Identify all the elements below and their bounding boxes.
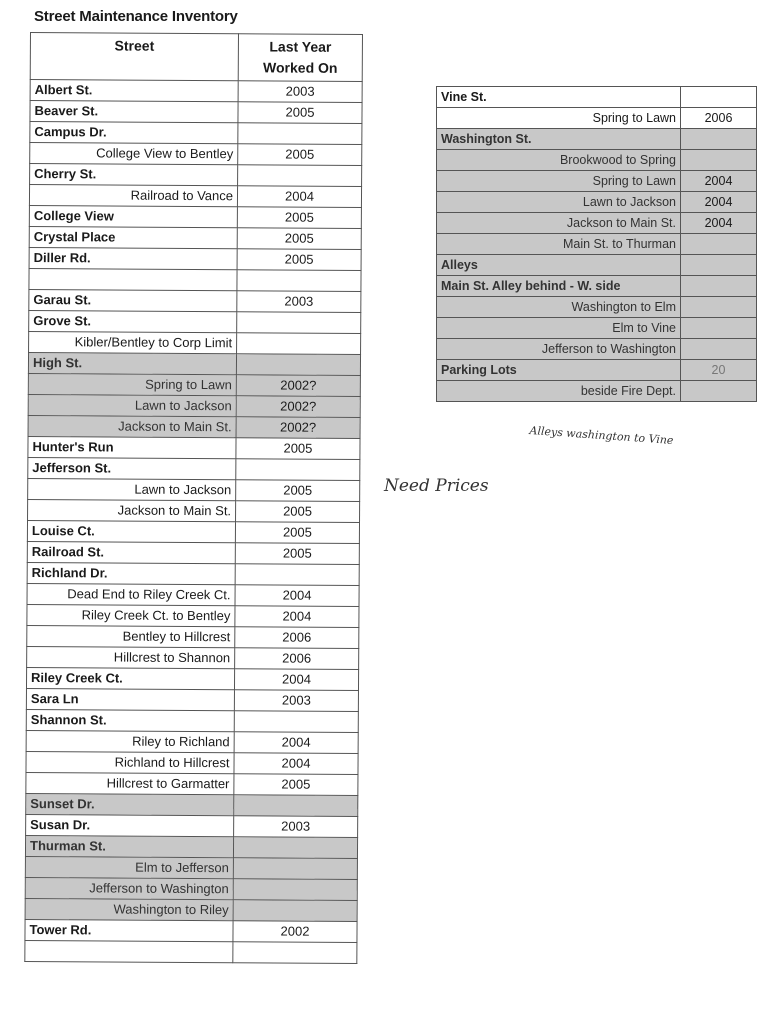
street-segment-cell: Jefferson to Washington xyxy=(437,339,681,360)
street-segment-cell: Brookwood to Spring xyxy=(437,150,681,171)
year-cell: 2005 xyxy=(237,207,361,229)
page-title: Street Maintenance Inventory xyxy=(34,8,238,25)
street-name-cell: Richland Dr. xyxy=(27,562,235,584)
year-cell: 2005 xyxy=(236,438,360,460)
street-segment-cell: Hillcrest to Garmatter xyxy=(26,772,234,794)
year-cell xyxy=(681,234,757,255)
table-row xyxy=(28,394,360,417)
street-segment-cell: Elm to Jefferson xyxy=(25,856,233,878)
street-segment-cell: Riley to Richland xyxy=(26,730,234,752)
year-cell: 2002 xyxy=(233,921,357,943)
year-cell: 2005 xyxy=(235,543,359,565)
street-name-cell: Main St. Alley behind - W. side xyxy=(437,276,681,297)
street-name-cell: Diller Rd. xyxy=(29,247,237,269)
street-name-cell: Hunter's Run xyxy=(28,436,236,458)
street-segment-cell: Kibler/Bentley to Corp Limit xyxy=(29,331,237,353)
street-name-cell: Campus Dr. xyxy=(30,122,238,144)
street-name-cell: Susan Dr. xyxy=(26,814,234,836)
table-row xyxy=(437,318,757,339)
table-row xyxy=(29,185,361,208)
street-name-cell: Cherry St. xyxy=(30,164,238,186)
year-column-header: Last Year Worked On xyxy=(238,34,362,82)
table-row xyxy=(26,814,358,837)
street-name-cell: College View xyxy=(29,205,237,227)
street-segment-cell: Richland to Hillcrest xyxy=(26,751,234,773)
street-segment-cell: Jackson to Main St. xyxy=(28,415,236,437)
year-cell: 2003 xyxy=(234,690,358,712)
year-cell xyxy=(237,333,361,355)
year-cell: 20 xyxy=(681,360,757,381)
table-row xyxy=(26,772,358,795)
table-row xyxy=(29,205,361,228)
table-row xyxy=(26,751,358,774)
table-row xyxy=(30,143,362,166)
table-row xyxy=(28,436,360,459)
table-row xyxy=(29,310,361,333)
year-cell: 2005 xyxy=(238,102,362,124)
year-cell: 2002? xyxy=(236,375,360,397)
table-row xyxy=(25,877,357,900)
year-cell xyxy=(233,837,357,859)
table-row xyxy=(25,856,357,879)
handwritten-note-prices: Need Prices xyxy=(384,476,489,496)
empty-cell xyxy=(25,940,233,962)
street-segment-cell: Lawn to Jackson xyxy=(437,192,681,213)
street-segment-cell: Jackson to Main St. xyxy=(437,213,681,234)
street-name-cell: Tower Rd. xyxy=(25,919,233,941)
street-name-cell: Washington St. xyxy=(437,129,681,150)
street-segment-cell: Washington to Elm xyxy=(437,297,681,318)
street-segment-cell: Spring to Lawn xyxy=(437,108,681,129)
table-row xyxy=(25,898,357,921)
main-inventory-table xyxy=(24,32,363,964)
street-name-cell: Crystal Place xyxy=(29,226,237,248)
street-segment-cell: Jefferson to Washington xyxy=(25,877,233,899)
table-row xyxy=(27,520,359,543)
table-row xyxy=(27,625,359,648)
table-row xyxy=(437,192,757,213)
year-cell xyxy=(681,381,757,402)
table-row xyxy=(28,415,360,438)
empty-cell xyxy=(29,268,237,290)
year-cell xyxy=(233,858,357,880)
street-name-cell: Riley Creek Ct. xyxy=(26,667,234,689)
table-row xyxy=(29,289,361,312)
table-row xyxy=(437,297,757,318)
street-name-cell: Vine St. xyxy=(437,87,681,108)
table-row xyxy=(27,604,359,627)
year-cell: 2004 xyxy=(681,213,757,234)
street-name-cell: Thurman St. xyxy=(25,835,233,857)
table-row xyxy=(437,276,757,297)
year-cell: 2005 xyxy=(236,501,360,523)
street-segment-cell: Jackson to Main St. xyxy=(28,499,236,521)
year-cell xyxy=(234,795,358,817)
street-name-cell: Alleys xyxy=(437,255,681,276)
table-row xyxy=(26,730,358,753)
table-row xyxy=(29,268,361,291)
street-segment-cell: Riley Creek Ct. to Bentley xyxy=(27,604,235,626)
street-segment-cell: Dead End to Riley Creek Ct. xyxy=(27,583,235,605)
year-cell xyxy=(233,942,357,964)
year-cell xyxy=(235,564,359,586)
year-cell xyxy=(237,312,361,334)
table-row xyxy=(26,709,358,732)
table-row xyxy=(437,108,757,129)
year-cell: 2005 xyxy=(234,774,358,796)
street-segment-cell: Lawn to Jackson xyxy=(28,394,236,416)
year-cell: 2005 xyxy=(238,144,362,166)
street-segment-cell: Hillcrest to Shannon xyxy=(27,646,235,668)
year-cell xyxy=(238,123,362,145)
year-cell: 2003 xyxy=(234,816,358,838)
street-name-cell: Albert St. xyxy=(30,80,238,102)
year-cell: 2005 xyxy=(235,522,359,544)
year-cell xyxy=(233,900,357,922)
year-cell xyxy=(236,459,360,481)
street-segment-cell: Bentley to Hillcrest xyxy=(27,625,235,647)
street-segment-cell: Main St. to Thurman xyxy=(437,234,681,255)
year-cell: 2006 xyxy=(681,108,757,129)
table-row xyxy=(437,339,757,360)
street-segment-cell: Spring to Lawn xyxy=(28,373,236,395)
table-row xyxy=(437,360,757,381)
street-name-cell: High St. xyxy=(28,352,236,374)
street-segment-cell: Washington to Riley xyxy=(25,898,233,920)
street-segment-cell: beside Fire Dept. xyxy=(437,381,681,402)
year-cell xyxy=(238,165,362,187)
year-cell: 2004 xyxy=(234,669,358,691)
street-segment-cell: Railroad to Vance xyxy=(29,185,237,207)
street-name-cell: Garau St. xyxy=(29,289,237,311)
street-name-cell: Grove St. xyxy=(29,310,237,332)
year-cell xyxy=(681,297,757,318)
year-cell: 2004 xyxy=(681,192,757,213)
year-cell: 2002? xyxy=(236,396,360,418)
table-row xyxy=(437,381,757,402)
main-table-body xyxy=(25,80,362,964)
year-cell xyxy=(681,255,757,276)
street-name-cell: Railroad St. xyxy=(27,541,235,563)
table-row xyxy=(27,562,359,585)
year-cell: 2004 xyxy=(237,186,361,208)
year-cell: 2003 xyxy=(238,81,362,103)
table-row xyxy=(30,101,362,124)
table-row xyxy=(30,122,362,145)
year-cell xyxy=(681,87,757,108)
table-row xyxy=(437,171,757,192)
table-row xyxy=(28,478,360,501)
table-row xyxy=(29,247,361,270)
table-row xyxy=(26,667,358,690)
street-name-cell: Louise Ct. xyxy=(27,520,235,542)
table-row xyxy=(437,213,757,234)
year-cell xyxy=(681,318,757,339)
year-cell xyxy=(681,276,757,297)
table-row xyxy=(437,129,757,150)
year-cell xyxy=(681,150,757,171)
street-segment-cell: Lawn to Jackson xyxy=(28,478,236,500)
table-row xyxy=(29,331,361,354)
street-segment-cell: Elm to Vine xyxy=(437,318,681,339)
year-cell xyxy=(681,129,757,150)
handwritten-note-alleys: Alleys washington to Vine xyxy=(529,424,674,448)
year-cell xyxy=(236,354,360,376)
table-row xyxy=(25,835,357,858)
year-cell: 2004 xyxy=(234,753,358,775)
street-segment-cell: Spring to Lawn xyxy=(437,171,681,192)
table-row xyxy=(28,352,360,375)
year-cell: 2004 xyxy=(235,585,359,607)
street-name-cell: Shannon St. xyxy=(26,709,234,731)
table-row xyxy=(26,688,358,711)
street-name-cell: Jefferson St. xyxy=(28,457,236,479)
year-cell: 2006 xyxy=(235,648,359,670)
year-cell: 2006 xyxy=(235,627,359,649)
table-row xyxy=(27,583,359,606)
table-row xyxy=(26,793,358,816)
table-row xyxy=(28,373,360,396)
year-cell xyxy=(237,270,361,292)
year-cell: 2004 xyxy=(681,171,757,192)
year-cell xyxy=(233,879,357,901)
street-name-cell: Sunset Dr. xyxy=(26,793,234,815)
side-table-body xyxy=(437,87,757,402)
year-cell: 2004 xyxy=(234,732,358,754)
table-row xyxy=(28,457,360,480)
table-row xyxy=(30,164,362,187)
table-row xyxy=(437,255,757,276)
street-name-cell: Sara Ln xyxy=(26,688,234,710)
street-name-cell: Parking Lots xyxy=(437,360,681,381)
table-header-row xyxy=(30,33,362,82)
year-cell xyxy=(681,339,757,360)
year-cell xyxy=(234,711,358,733)
table-row xyxy=(29,226,361,249)
table-row xyxy=(25,940,357,963)
year-cell: 2003 xyxy=(237,291,361,313)
table-row xyxy=(28,499,360,522)
year-cell: 2004 xyxy=(235,606,359,628)
year-cell: 2002? xyxy=(236,417,360,439)
street-column-header: Street xyxy=(30,33,238,81)
table-row xyxy=(27,646,359,669)
table-row xyxy=(437,150,757,171)
table-row xyxy=(25,919,357,942)
side-inventory-table xyxy=(436,86,757,402)
street-segment-cell: College View to Bentley xyxy=(30,143,238,165)
table-row xyxy=(30,80,362,103)
year-cell: 2005 xyxy=(237,228,361,250)
table-row xyxy=(27,541,359,564)
year-cell: 2005 xyxy=(237,249,361,271)
table-row xyxy=(437,234,757,255)
table-row xyxy=(437,87,757,108)
year-cell: 2005 xyxy=(236,480,360,502)
street-name-cell: Beaver St. xyxy=(30,101,238,123)
